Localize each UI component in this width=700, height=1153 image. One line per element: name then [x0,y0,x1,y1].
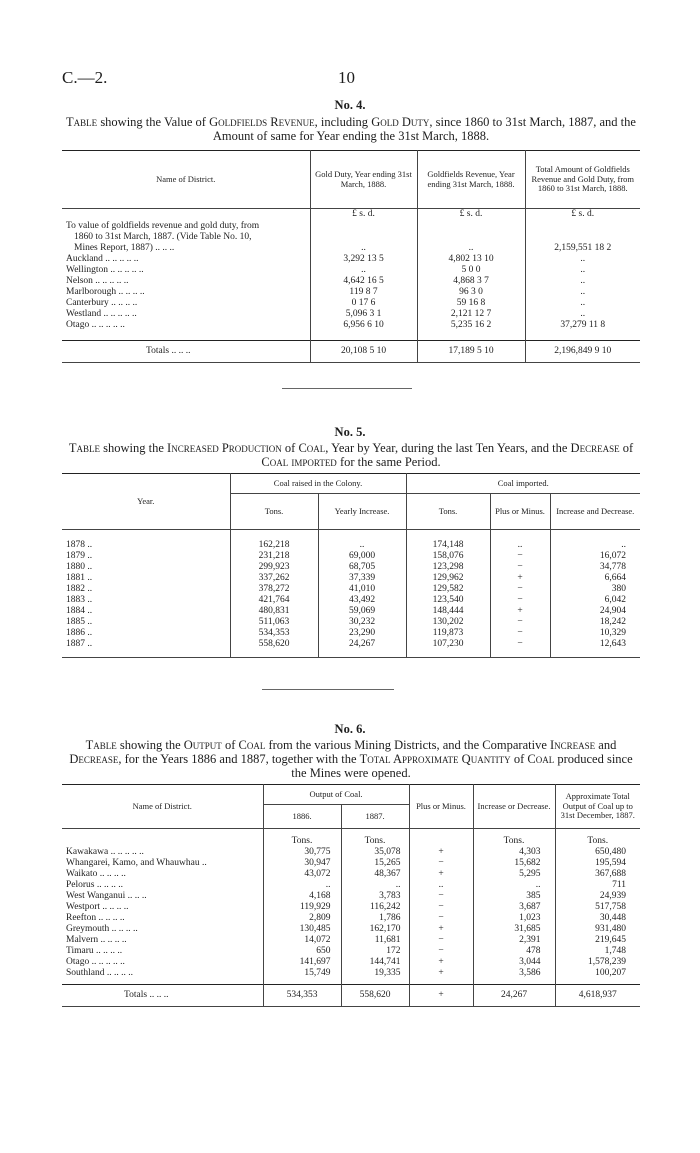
increase-decrease-cell: 6,042 [550,595,640,606]
year-cell: 1886 .. [66,627,93,638]
yearly-increase-cell: 68,705 [318,562,406,573]
tons-raised-cell: 337,262 [230,573,318,584]
district-name: Timaru .. .. .. .. [66,945,123,956]
t6-totals-total: 4,618,937 [555,985,640,1007]
increase-decrease-cell: 3,586 [473,968,555,979]
year-cell: 1883 .. [66,594,93,605]
table6-title [62,738,640,780]
tons-imported-cell: 130,202 [406,617,490,628]
t6-header-1887: 1887. [341,805,409,829]
increase-decrease-cell: 18,242 [550,617,640,628]
table-row [62,902,640,913]
plus-minus-cell: − [490,562,550,573]
approx-total-cell: 367,688 [555,869,640,880]
title-run: and [595,738,617,752]
title-run: of [281,441,299,455]
table-row [62,913,640,924]
increase-decrease-cell: 6,664 [550,573,640,584]
table4-title [62,115,640,143]
t4-header-gold-duty: Gold Duty, Year ending 31st March, 1888. [310,151,417,209]
title-run: showing the [100,441,168,455]
total-cell: .. [525,309,640,320]
plus-minus-cell: .. [409,880,473,891]
plus-minus-cell: − [409,858,473,869]
t4-header-revenue: Goldfields Revenue, Year ending 31st March, 1888. [417,151,525,209]
title-run: Table [68,441,101,455]
t5-header-imported: Coal imported. [406,474,640,494]
title-run: from the various Mining Districts, and the Comparative [265,738,550,752]
t5-header-inc-dec: Increase and Decrease. [550,494,640,530]
revenue-cell: 5,235 16 2 [417,320,525,331]
tons-imported-cell: 107,230 [406,639,490,650]
year-cell: 1878 .. [66,539,93,550]
gold-duty-cell: 5,096 3 1 [310,309,417,320]
table-row [62,628,640,639]
increase-decrease-cell: 34,778 [550,562,640,573]
table6-body [62,829,640,985]
table-row [62,276,640,287]
table-row [62,287,640,298]
table-row [62,606,640,617]
title-run: Goldfields Revenue [209,115,315,129]
title-run: Table [66,115,98,129]
output-1887-cell: 172 [341,946,409,957]
total-cell: .. [525,254,640,265]
table-row [62,891,640,902]
output-1887-cell: 48,367 [341,869,409,880]
table5 [62,473,640,658]
plus-minus-cell: + [409,957,473,968]
output-1887-cell: 35,078 [341,847,409,858]
title-run: , including [314,115,372,129]
plus-minus-cell: − [409,913,473,924]
table-row [62,968,640,979]
table5-body [62,530,640,658]
t6-header-approx: Approximate Total Output of Coal up to 31st December, 1887. [555,785,640,829]
table-row [62,298,640,309]
t6-header-output: Output of Coal. [263,785,409,805]
t4-totals-label: Totals .. .. .. [146,346,191,356]
title-run: , Year by Year, during the last Ten Years, and the [325,441,571,455]
title-run: Decrease [570,441,620,455]
output-1886-cell: 43,072 [263,869,341,880]
table-row [62,847,640,858]
title-run: of [221,738,239,752]
approx-total-cell: 931,480 [555,924,640,935]
tons-imported-cell: 129,962 [406,573,490,584]
t6-totals-incdec: 24,267 [473,985,555,1007]
district-name: Reefton .. .. .. .. [66,912,125,923]
approx-total-cell: 1,748 [555,946,640,957]
revenue-cell: 2,121 12 7 [417,309,525,320]
table-row [62,221,640,232]
gold-duty-cell: 4,642 16 5 [310,276,417,287]
title-run: Coal [527,752,555,766]
page-number: 10 [338,68,355,87]
increase-decrease-cell: .. [550,540,640,551]
increase-decrease-cell: 3,687 [473,902,555,913]
t6-units-total: Tons. [555,829,640,847]
plus-minus-cell: + [409,924,473,935]
table5-number: No. 5. [334,425,366,439]
district-name: Westland .. .. .. .. .. [66,308,137,319]
t6-header-plus-minus: Plus or Minus. [409,785,473,829]
table-row [62,880,640,891]
title-run: Total Approximate Quantity [359,752,511,766]
revenue-cell: 4,868 3 7 [417,276,525,287]
gold-duty-cell: .. [310,265,417,276]
tons-imported-cell: 158,076 [406,551,490,562]
table-row [62,540,640,551]
yearly-increase-cell: .. [318,540,406,551]
title-run: of [510,752,528,766]
tons-raised-cell: 558,620 [230,639,318,650]
table-row [62,858,640,869]
approx-total-cell: 711 [555,880,640,891]
output-1887-cell: 144,741 [341,957,409,968]
approx-total-cell: 650,480 [555,847,640,858]
table-row [62,584,640,595]
t6-totals-1886: 534,353 [263,985,341,1007]
title-run: of [619,441,634,455]
output-1886-cell: .. [263,880,341,891]
title-run: Coal [238,738,266,752]
t5-header-year: Year. [62,474,230,530]
district-name: Canterbury .. .. .. .. [66,297,138,308]
approx-total-cell: 195,594 [555,858,640,869]
t5-header-raised: Coal raised in the Colony. [230,474,406,494]
plus-minus-cell: − [409,946,473,957]
district-name: West Wanganui .. .. .. [66,890,147,901]
title-run: Output [183,738,222,752]
district-name: Wellington .. .. .. .. .. [66,264,144,275]
increase-decrease-cell: 16,072 [550,551,640,562]
output-1886-cell: 2,809 [263,913,341,924]
plus-minus-cell: − [490,595,550,606]
tons-raised-cell: 378,272 [230,584,318,595]
table-row [62,946,640,957]
district-name: Southland .. .. .. .. [66,967,134,978]
tons-imported-cell: 129,582 [406,584,490,595]
t6-totals-label: Totals .. .. .. [124,990,169,1000]
plus-minus-cell: .. [490,540,550,551]
approx-total-cell: 517,758 [555,902,640,913]
t5-header-yearly-increase: Yearly Increase. [318,494,406,530]
tons-raised-cell: 421,764 [230,595,318,606]
output-1887-cell: 162,170 [341,924,409,935]
plus-minus-cell: − [490,617,550,628]
table-row [62,595,640,606]
title-run: Coal [298,441,326,455]
tons-raised-cell: 231,218 [230,551,318,562]
tons-raised-cell: 534,353 [230,628,318,639]
gold-duty-cell: 0 17 6 [310,298,417,309]
output-1887-cell: 116,242 [341,902,409,913]
table-row [62,243,640,254]
plus-minus-cell: + [409,869,473,880]
tons-raised-cell: 299,923 [230,562,318,573]
t5-header-tons: Tons. [230,494,318,530]
t5-header-tons2: Tons. [406,494,490,530]
output-1886-cell: 119,929 [263,902,341,913]
increase-decrease-cell: 10,329 [550,628,640,639]
approx-total-cell: 219,645 [555,935,640,946]
revenue-cell: 5 0 0 [417,265,525,276]
district-name: Greymouth .. .. .. .. [66,923,138,934]
tons-raised-cell: 480,831 [230,606,318,617]
yearly-increase-cell: 37,339 [318,573,406,584]
yearly-increase-cell: 23,290 [318,628,406,639]
table-row [62,617,640,628]
table-row [62,320,640,331]
table-row [62,551,640,562]
output-1886-cell: 130,485 [263,924,341,935]
district-name: Marlborough .. .. .. .. [66,286,145,297]
t6-header-1886: 1886. [263,805,341,829]
district-name: Westport .. .. .. .. [66,901,129,912]
increase-decrease-cell: 478 [473,946,555,957]
plus-minus-cell: + [409,968,473,979]
year-cell: 1881 .. [66,572,93,583]
increase-decrease-cell: 12,643 [550,639,640,650]
district-name: Pelorus .. .. .. .. [66,879,123,890]
t4-header-total: Total Amount of Goldfields Revenue and Gold Duty, from 1860 to 31st March, 1888. [525,151,640,209]
output-1886-cell: 141,697 [263,957,341,968]
yearly-increase-cell: 43,492 [318,595,406,606]
district-name: Kawakawa .. .. .. .. .. [66,846,144,857]
total-cell: 37,279 11 8 [525,320,640,331]
district-name: Mines Report, 1887) .. .. .. [74,242,175,253]
revenue-cell [417,232,525,243]
district-name: 1860 to 31st March, 1887. (Vide Table No. 10, [74,231,252,242]
output-1887-cell: 1,786 [341,913,409,924]
gold-duty-cell: .. [310,243,417,254]
revenue-cell: 59 16 8 [417,298,525,309]
yearly-increase-cell: 69,000 [318,551,406,562]
gold-duty-cell: 3,292 13 5 [310,254,417,265]
plus-minus-cell: − [490,551,550,562]
plus-minus-cell: − [409,891,473,902]
table-row [62,254,640,265]
table-row [62,639,640,650]
total-cell: .. [525,287,640,298]
revenue-cell: .. [417,243,525,254]
output-1887-cell: 11,681 [341,935,409,946]
title-run: Table [85,738,117,752]
output-1887-cell: 19,335 [341,968,409,979]
title-run: showing the [116,738,184,752]
increase-decrease-cell: 385 [473,891,555,902]
yearly-increase-cell: 24,267 [318,639,406,650]
table4-number: No. 4. [334,98,366,112]
table-row [62,957,640,968]
year-cell: 1880 .. [66,561,93,572]
tons-imported-cell: 123,540 [406,595,490,606]
t6-units-incdec: Tons. [473,829,555,847]
title-run: Increase [550,738,596,752]
table-row [62,309,640,320]
table-row [62,232,640,243]
total-cell: .. [525,298,640,309]
table4 [62,150,640,363]
t4-totals-gd: 20,108 5 10 [310,341,417,363]
table6 [62,784,640,1007]
plus-minus-cell: + [409,847,473,858]
district-name: Nelson .. .. .. .. .. [66,275,129,286]
approx-total-cell: 100,207 [555,968,640,979]
total-cell [525,221,640,232]
plus-minus-cell: − [490,639,550,650]
title-run: Increased Production [167,441,282,455]
title-run: Coal imported [261,455,337,469]
title-run: Decrease [69,752,119,766]
t4-units-tot: £ s. d. [525,209,640,221]
yearly-increase-cell: 41,010 [318,584,406,595]
table5-title [62,441,640,469]
tons-raised-cell: 162,218 [230,540,318,551]
title-run: showing the Value of [97,115,210,129]
year-cell: 1879 .. [66,550,93,561]
table-row [62,869,640,880]
title-run: , for the Years 1886 and 1887, together with the [118,752,360,766]
t6-units-1886: Tons. [263,829,341,847]
t4-totals-rv: 17,189 5 10 [417,341,525,363]
tons-imported-cell: 119,873 [406,628,490,639]
output-1887-cell: 3,783 [341,891,409,902]
table6-number: No. 6. [334,722,366,736]
table-row [62,265,640,276]
plus-minus-cell: + [490,573,550,584]
increase-decrease-cell: 4,303 [473,847,555,858]
gold-duty-cell: 119 8 7 [310,287,417,298]
total-cell [525,232,640,243]
increase-decrease-cell: 24,904 [550,606,640,617]
year-cell: 1884 .. [66,605,93,616]
plus-minus-cell: − [409,902,473,913]
increase-decrease-cell: 2,391 [473,935,555,946]
table-row [62,562,640,573]
increase-decrease-cell: 3,044 [473,957,555,968]
tons-imported-cell: 123,298 [406,562,490,573]
separator-rule [262,689,394,690]
yearly-increase-cell: 30,232 [318,617,406,628]
t4-units-rv: £ s. d. [417,209,525,221]
year-cell: 1882 .. [66,583,93,594]
table-row [62,573,640,584]
approx-total-cell: 24,939 [555,891,640,902]
t6-header-district: Name of District. [62,785,263,829]
output-1887-cell: .. [341,880,409,891]
total-cell: 2,159,551 18 2 [525,243,640,254]
district-name: To value of goldfields revenue and gold duty, from [66,220,260,231]
year-cell: 1887 .. [66,638,93,649]
approx-total-cell: 1,578,239 [555,957,640,968]
output-1886-cell: 4,168 [263,891,341,902]
year-cell: 1885 .. [66,616,93,627]
tons-imported-cell: 174,148 [406,540,490,551]
title-run: produced since the Mines were opened. [291,752,633,780]
t6-header-inc-dec: Increase or Decrease. [473,785,555,829]
t5-header-plus-minus: Plus or Minus. [490,494,550,530]
total-cell: .. [525,276,640,287]
t6-totals-1887: 558,620 [341,985,409,1007]
output-1886-cell: 15,749 [263,968,341,979]
plus-minus-cell: + [490,606,550,617]
t6-totals-pm: + [409,985,473,1007]
table-row [62,924,640,935]
t4-totals-tot: 2,196,849 9 10 [525,341,640,363]
t4-units-gd: £ s. d. [310,209,417,221]
output-1886-cell: 14,072 [263,935,341,946]
approx-total-cell: 30,448 [555,913,640,924]
output-1886-cell: 650 [263,946,341,957]
increase-decrease-cell: 15,682 [473,858,555,869]
title-run: , since 1860 to 31st March, 1887, and the Amount of same for Year ending the 31st March, 1888. [212,115,636,143]
revenue-cell: 96 3 0 [417,287,525,298]
separator-rule [282,388,412,389]
output-1886-cell: 30,775 [263,847,341,858]
district-name: Malvern .. .. .. .. [66,934,127,945]
increase-decrease-cell: .. [473,880,555,891]
page-ref: C.—2. [62,68,108,87]
t6-units-1887: Tons. [341,829,409,847]
table4-body [62,209,640,341]
t4-header-district: Name of District. [156,173,216,184]
district-name: Whangarei, Kamo, and Whauwhau .. [66,857,207,868]
yearly-increase-cell: 59,069 [318,606,406,617]
increase-decrease-cell: 380 [550,584,640,595]
output-1886-cell: 30,947 [263,858,341,869]
title-run: for the same Period. [336,455,441,469]
gold-duty-cell: 6,956 6 10 [310,320,417,331]
gold-duty-cell [310,232,417,243]
increase-decrease-cell: 5,295 [473,869,555,880]
district-name: Otago .. .. .. .. .. [66,319,125,330]
title-run: Gold Duty [371,115,430,129]
output-1887-cell: 15,265 [341,858,409,869]
increase-decrease-cell: 1,023 [473,913,555,924]
total-cell: .. [525,265,640,276]
district-name: Waikato .. .. .. .. [66,868,126,879]
increase-decrease-cell: 31,685 [473,924,555,935]
tons-raised-cell: 511,063 [230,617,318,628]
revenue-cell: 4,802 13 10 [417,254,525,265]
revenue-cell [417,221,525,232]
plus-minus-cell: − [490,584,550,595]
plus-minus-cell: − [409,935,473,946]
district-name: Otago .. .. .. .. .. [66,956,125,967]
plus-minus-cell: − [490,628,550,639]
tons-imported-cell: 148,444 [406,606,490,617]
gold-duty-cell [310,221,417,232]
district-name: Auckland .. .. .. .. .. [66,253,139,264]
table-row [62,935,640,946]
